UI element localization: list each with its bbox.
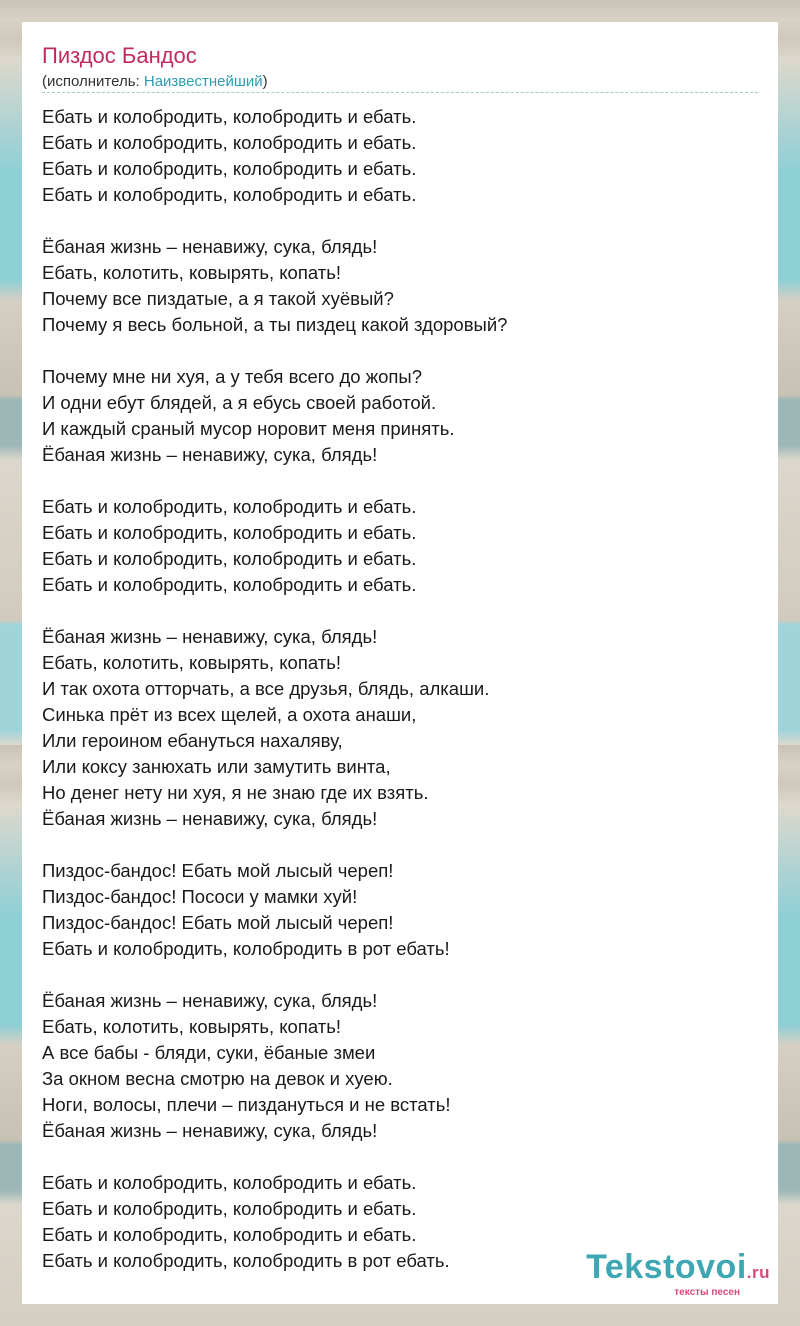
- lyric-line: Или коксу занюхать или замутить винта,: [42, 756, 391, 777]
- artist-prefix: (исполнитель:: [42, 73, 144, 90]
- lyric-line: Почему все пиздатые, а я такой хуёвый?: [42, 288, 394, 309]
- lyric-line: Ёбаная жизнь – ненавижу, сука, блядь!: [42, 236, 378, 257]
- stanza: [42, 624, 758, 832]
- lyric-line: Ебать и колобродить, колобродить и ебать.: [42, 574, 417, 595]
- lyric-line: Ебать, колотить, ковырять, копать!: [42, 262, 341, 283]
- lyric-line: Ёбаная жизнь – ненавижу, сука, блядь!: [42, 808, 378, 829]
- lyric-line: Ебать и колобродить, колобродить и ебать.: [42, 1198, 417, 1219]
- lyric-line: И так охота отторчать, а все друзья, блядь, алкаши.: [42, 678, 490, 699]
- logo-name: Tekstovoi: [586, 1248, 747, 1286]
- lyric-line: Ноги, волосы, плечи – пиздануться и не встать!: [42, 1094, 451, 1115]
- lyric-line: Ебать и колобродить, колобродить и ебать.: [42, 184, 417, 205]
- lyric-line: Ебать и колобродить, колобродить в рот ебать!: [42, 938, 450, 959]
- stanza: [42, 858, 758, 962]
- lyric-line: Почему мне ни хуя, а у тебя всего до жопы?: [42, 366, 422, 387]
- lyric-line: Ебать, колотить, ковырять, копать!: [42, 1016, 341, 1037]
- lyric-line: Ебать и колобродить, колобродить и ебать.: [42, 496, 417, 517]
- logo-tagline: тексты песен: [674, 1287, 740, 1298]
- lyric-line: Ебать и колобродить, колобродить и ебать.: [42, 158, 417, 179]
- lyric-line: Пиздос-бандос! Ебать мой лысый череп!: [42, 912, 394, 933]
- title-divider: [42, 92, 758, 93]
- artist-link[interactable]: Наизвестнейший: [143, 73, 263, 90]
- artist-suffix: ): [262, 73, 268, 90]
- lyrics-card: [22, 22, 778, 1304]
- lyric-line: Ебать и колобродить, колобродить и ебать.: [42, 106, 417, 127]
- stanza: [42, 494, 758, 598]
- lyric-line: Пиздос-бандос! Пососи у мамки хуй!: [42, 886, 358, 907]
- lyric-line: Ёбаная жизнь – ненавижу, сука, блядь!: [42, 990, 378, 1011]
- lyric-line: Почему я весь больной, а ты пиздец какой здоровый?: [42, 314, 508, 335]
- lyric-line: Ебать и колобродить, колобродить и ебать.: [42, 548, 417, 569]
- lyric-line: Или героином ебануться нахаляву,: [42, 730, 343, 751]
- logo-wordmark: [586, 1249, 770, 1291]
- stanza: [42, 364, 758, 468]
- lyric-line: Ебать и колобродить, колобродить в рот ебать.: [42, 1250, 450, 1271]
- lyric-line: Синька прёт из всех щелей, а охота анаши,: [42, 704, 417, 725]
- lyric-line: И каждый сраный мусор норовит меня принять.: [42, 418, 455, 439]
- lyric-line: Ёбаная жизнь – ненавижу, сука, блядь!: [42, 626, 378, 647]
- artist-line: [42, 72, 268, 92]
- lyric-line: Ебать, колотить, ковырять, копать!: [42, 652, 341, 673]
- lyric-line: Ёбаная жизнь – ненавижу, сука, блядь!: [42, 444, 378, 465]
- lyric-line: За окном весна смотрю на девок и хуею.: [42, 1068, 393, 1089]
- lyric-line: Ебать и колобродить, колобродить и ебать.: [42, 1172, 417, 1193]
- lyric-line: Но денег нету ни хуя, я не знаю где их взять.: [42, 782, 429, 803]
- lyric-line: Ебать и колобродить, колобродить и ебать.: [42, 1224, 417, 1245]
- lyric-line: Ебать и колобродить, колобродить и ебать.: [42, 522, 417, 543]
- logo-tld: .ru: [746, 1263, 770, 1282]
- lyrics-body: [42, 104, 758, 1300]
- song-title: Пиздос Бандос: [42, 43, 197, 68]
- stanza: [42, 104, 758, 208]
- site-logo[interactable]: [586, 1249, 770, 1298]
- lyric-line: И одни ебут блядей, а я ебусь своей работой.: [42, 392, 437, 413]
- lyric-line: А все бабы - бляди, суки, ёбаные змеи: [42, 1042, 376, 1063]
- lyric-line: Пиздос-бандос! Ебать мой лысый череп!: [42, 860, 394, 881]
- stanza: [42, 234, 758, 338]
- lyric-line: Ебать и колобродить, колобродить и ебать.: [42, 132, 417, 153]
- stanza: [42, 988, 758, 1144]
- lyric-line: Ёбаная жизнь – ненавижу, сука, блядь!: [42, 1120, 378, 1141]
